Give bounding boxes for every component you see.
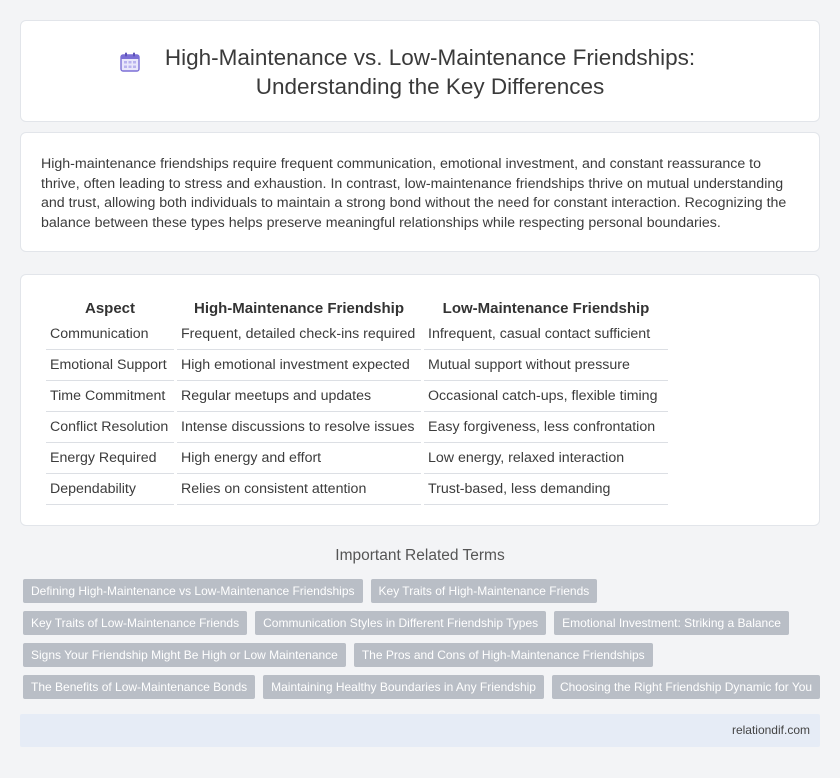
table-row — [46, 474, 668, 505]
column-header-low: Low-Maintenance Friendship — [442, 299, 650, 317]
table-cell: Time Commitment — [46, 381, 174, 412]
footer — [20, 714, 820, 747]
related-term-tag[interactable]: Key Traits of Low-Maintenance Friends — [23, 611, 247, 635]
table-cell: Trust-based, less demanding — [424, 474, 668, 505]
table-cell: High emotional investment expected — [177, 350, 421, 381]
table-row — [46, 443, 668, 474]
related-terms-heading: Important Related Terms — [335, 547, 505, 564]
related-term-tag[interactable]: Choosing the Right Friendship Dynamic for You — [552, 675, 820, 699]
table-cell: Conflict Resolution — [46, 412, 174, 443]
related-term-tag[interactable]: Communication Styles in Different Friendship Types — [255, 611, 546, 635]
table-header-row — [46, 295, 668, 319]
footer-site-link[interactable]: relationdif.com — [731, 723, 810, 737]
table-cell: Low energy, relaxed interaction — [424, 443, 668, 474]
comparison-card — [20, 274, 820, 526]
related-term-tag[interactable]: Defining High-Maintenance vs Low-Maintenance Friendships — [23, 579, 363, 603]
related-term-tag[interactable]: Emotional Investment: Striking a Balance — [554, 611, 789, 635]
column-header-high: High-Maintenance Friendship — [193, 299, 404, 317]
table-cell: Regular meetups and updates — [177, 381, 421, 412]
table-cell: Emotional Support — [46, 350, 174, 381]
related-term-tag[interactable]: Signs Your Friendship Might Be High or Low Maintenance — [23, 643, 346, 667]
header-card — [20, 20, 820, 122]
column-header-aspect: Aspect — [84, 299, 136, 317]
related-term-tag[interactable]: Key Traits of High-Maintenance Friends — [371, 579, 598, 603]
page-title-line2: Understanding the Key Differences — [255, 74, 605, 99]
table-cell: Energy Required — [46, 443, 174, 474]
table-cell: High energy and effort — [177, 443, 421, 474]
table-cell: Intense discussions to resolve issues — [177, 412, 421, 443]
related-term-tag[interactable]: The Pros and Cons of High-Maintenance Friendships — [354, 643, 653, 667]
comparison-table — [43, 295, 671, 505]
related-term-tag[interactable]: Maintaining Healthy Boundaries in Any Friendship — [263, 675, 544, 699]
table-cell: Infrequent, casual contact sufficient — [424, 319, 668, 350]
table-cell: Easy forgiveness, less confrontation — [424, 412, 668, 443]
table-row — [46, 381, 668, 412]
table-cell: Occasional catch-ups, flexible timing — [424, 381, 668, 412]
table-cell: Communication — [46, 319, 174, 350]
table-cell: Mutual support without pressure — [424, 350, 668, 381]
table-row — [46, 319, 668, 350]
table-row — [46, 412, 668, 443]
page-title-line1: High-Maintenance vs. Low-Maintenance Friendships: — [164, 45, 696, 70]
table-cell: Frequent, detailed check-ins required — [177, 319, 421, 350]
intro-paragraph: High-maintenance friendships require frequent communication, emotional investment, and constant reassurance to thrive, often leading to stress and exhaustion. In contrast, low-maintenance friendships thrive on mutual understanding and trust, allowing both individuals to maintain a strong bond without the need for constant interaction. Recognizing the balance between these types helps preserve meaningful relationships while respecting personal boundaries. — [41, 156, 787, 231]
intro-card — [20, 132, 820, 252]
table-row — [46, 350, 668, 381]
related-term-tag[interactable]: The Benefits of Low-Maintenance Bonds — [23, 675, 255, 699]
related-terms-list — [23, 579, 823, 707]
calendar-icon — [119, 51, 141, 73]
table-cell: Dependability — [46, 474, 174, 505]
table-cell: Relies on consistent attention — [177, 474, 421, 505]
